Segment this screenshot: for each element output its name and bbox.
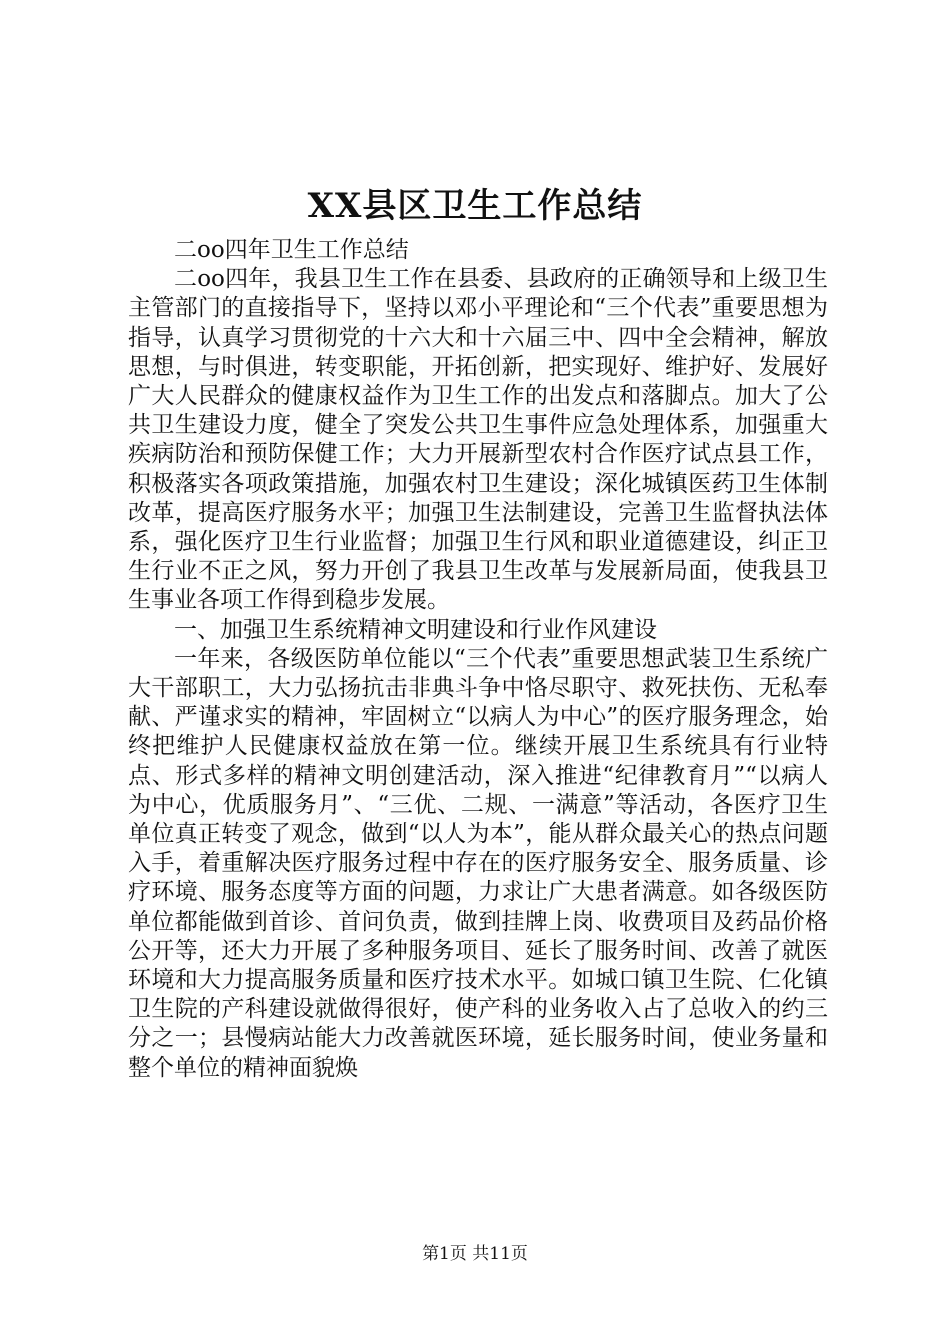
paragraph-subtitle: 二oo四年卫生工作总结 <box>174 237 409 263</box>
section-heading: 一、加强卫生系统精神文明建设和行业作风建设 <box>174 616 657 643</box>
document-title: XX县区卫生工作总结 <box>307 186 643 226</box>
page-number-footer: 第1页 共11页 <box>422 1244 528 1264</box>
document-body <box>128 236 828 1083</box>
paragraph-section-one: 一年来，各级医防单位能以“三个代表”重要思想武装卫生系统广大干部职工，大力弘扬抗击非典斗争中恪尽职守、救死扶伤、无私奉献、严谨求实的精神，牢固树立“以病人为中心”的医疗服务理念，始终把维护人民健康权益放在第一位。继续开展卫生系统具有行业特点、形式多样的精神文明创建活动，深入推进“纪律教育月”“以病人为中心，优质服务月”、“三优、二规、一满意”等活动，各医疗卫生单位真正转变了观念，做到“以人为本”，能从群众最关心的热点问题入手，着重解决医疗服务过程中存在的医疗服务安全、服务质量、诊疗环境、服务态度等方面的问题，力求让广大患者满意。如各级医防单位都能做到首诊、首问负责，做到挂牌上岗、收费项目及药品价格公开等，还大力开展了多种服务项目、延长了服务时间、改善了就医环境和大力提高服务质量和医疗技术水平。如城口镇卫生院、仁化镇卫生院的产科建设就做得很好，使产科的业务收入占了总收入的约三分之一；县慢病站能大力改善就医环境，延长服务时间，使业务量和整个单位的精神面貌焕 <box>128 645 828 1081</box>
paragraph-intro: 二oo四年，我县卫生工作在县委、县政府的正确领导和上级卫生主管部门的直接指导下，坚持以邓小平理论和“三个代表”重要思想为指导，认真学习贯彻党的十六大和十六届三中、四中全会精神，解放思想，与时俱进，转变职能，开拓创新，把实现好、维护好、发展好广大人民群众的健康权益作为卫生工作的出发点和落脚点。加大了公共卫生建设力度，健全了突发公共卫生事件应急处理体系，加强重大疾病防治和预防保健工作；大力开展新型农村合作医疗试点县工作，积极落实各项政策措施，加强农村卫生建设；深化城镇医药卫生体制改革，提高医疗服务水平；加强卫生法制建设，完善卫生监督执法体系，强化医疗卫生行业监督；加强卫生行风和职业道德建设，纠正卫生行业不正之风，努力开创了我县卫生改革与发展新局面，使我县卫生事业各项工作得到稳步发展。 <box>128 266 828 614</box>
